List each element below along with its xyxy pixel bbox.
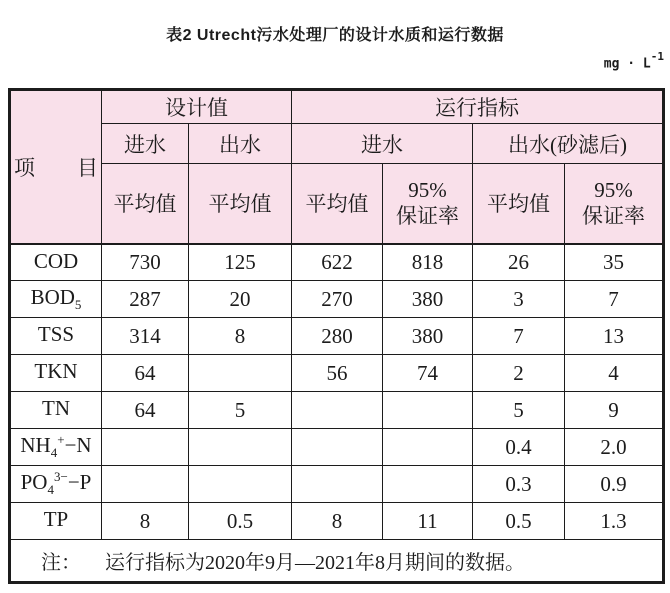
cell-value: 0.9: [565, 466, 664, 503]
note-label: 注：: [41, 552, 81, 574]
row-label: TSS: [10, 318, 102, 355]
unit-base: mg · L: [603, 56, 651, 72]
row-label: TN: [10, 392, 102, 429]
cell-value: 5: [189, 392, 292, 429]
cell-value: 9: [565, 392, 664, 429]
cell-value: [292, 466, 383, 503]
table-row-cod: [10, 244, 664, 281]
table-row-tss: [10, 318, 664, 355]
row-label: TP: [10, 503, 102, 540]
cell-value: 64: [102, 355, 189, 392]
header-design-effluent-avg: 平均值: [189, 164, 292, 244]
header-op-effluent-95-line1: 95%: [594, 178, 633, 202]
cell-value: 0.4: [473, 429, 565, 466]
cell-value: [292, 429, 383, 466]
cell-value: [383, 392, 473, 429]
header-op-influent-avg: 平均值: [292, 164, 383, 244]
header-design-influent: 进水: [102, 124, 189, 164]
row-label: $BOD_5$: [10, 281, 102, 318]
header-operation-index: 运行指标: [292, 90, 664, 124]
header-design-influent-avg: 平均值: [102, 164, 189, 244]
cell-value: [383, 466, 473, 503]
header-op-influent-95-line1: 95%: [408, 178, 447, 202]
cell-value: [189, 466, 292, 503]
header-design-value: 设计值: [102, 90, 292, 124]
header-op-effluent-avg: 平均值: [473, 164, 565, 244]
unit-exponent: -1: [650, 50, 664, 63]
table-row-bod5: [10, 281, 664, 318]
note-text: 运行指标为2020年9月—2021年8月期间的数据。: [105, 552, 525, 574]
cell-value: 0.3: [473, 466, 565, 503]
header-row-2: [10, 124, 664, 164]
table-note: [10, 540, 664, 583]
cell-value: 5: [473, 392, 565, 429]
cell-value: 1.3: [565, 503, 664, 540]
cell-value: 56: [292, 355, 383, 392]
row-label: $NH_4^+-N$: [10, 429, 102, 466]
cell-value: 730: [102, 244, 189, 281]
header-item: 项 目: [10, 90, 102, 244]
cell-value: 8: [189, 318, 292, 355]
cell-value: 125: [189, 244, 292, 281]
row-label: TKN: [10, 355, 102, 392]
cell-value: 0.5: [473, 503, 565, 540]
header-op-effluent-95: [565, 164, 664, 244]
cell-value: 380: [383, 281, 473, 318]
table-row-po4p: [10, 466, 664, 503]
cell-value: 7: [473, 318, 565, 355]
header-row-1: [10, 90, 664, 124]
cell-value: 287: [102, 281, 189, 318]
cell-value: 64: [102, 392, 189, 429]
cell-value: [189, 355, 292, 392]
cell-value: 0.5: [189, 503, 292, 540]
cell-value: 26: [473, 244, 565, 281]
header-row-3: [10, 164, 664, 244]
cell-value: 2: [473, 355, 565, 392]
table-row-tkn: [10, 355, 664, 392]
cell-value: 7: [565, 281, 664, 318]
cell-value: 818: [383, 244, 473, 281]
table-row-tp: [10, 503, 664, 540]
cell-value: 622: [292, 244, 383, 281]
header-op-effluent-95-line2: 保证率: [582, 204, 645, 229]
cell-value: 11: [383, 503, 473, 540]
cell-value: [189, 429, 292, 466]
header-op-influent-95-line2: 保证率: [396, 204, 459, 229]
cell-value: 2.0: [565, 429, 664, 466]
table-header: [10, 90, 664, 244]
cell-value: 3: [473, 281, 565, 318]
cell-value: 35: [565, 244, 664, 281]
row-label: $PO_4^{3-}-P$: [10, 466, 102, 503]
table-note-row: [10, 540, 664, 583]
header-operation-effluent: 出水(砂滤后): [473, 124, 664, 164]
cell-value: 20: [189, 281, 292, 318]
header-operation-influent: 进水: [292, 124, 473, 164]
table-body: [10, 244, 664, 583]
cell-value: 8: [292, 503, 383, 540]
data-table: [8, 88, 665, 584]
cell-value: 4: [565, 355, 664, 392]
cell-value: 380: [383, 318, 473, 355]
header-op-influent-95: [383, 164, 473, 244]
cell-value: [292, 392, 383, 429]
header-design-effluent: 出水: [189, 124, 292, 164]
cell-value: [102, 466, 189, 503]
cell-value: 314: [102, 318, 189, 355]
cell-value: [102, 429, 189, 466]
cell-value: 270: [292, 281, 383, 318]
cell-value: 74: [383, 355, 473, 392]
table-row-nh4n: [10, 429, 664, 466]
cell-value: [383, 429, 473, 466]
cell-value: 8: [102, 503, 189, 540]
unit-label: [604, 52, 664, 71]
table-row-tn: [10, 392, 664, 429]
table-title: 表2 Utrecht污水处理厂的设计水质和运行数据: [166, 27, 504, 44]
row-label: COD: [10, 244, 102, 281]
cell-value: 280: [292, 318, 383, 355]
cell-value: 13: [565, 318, 664, 355]
